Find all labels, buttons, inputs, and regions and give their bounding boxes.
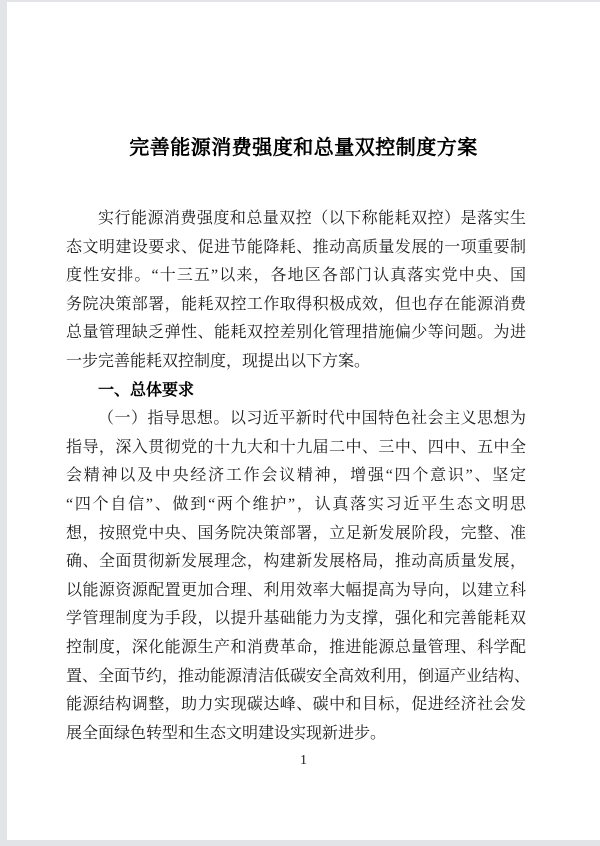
text-line: 会精神以及中央经济工作会议精神，增强“四个意识”、坚定 bbox=[66, 467, 526, 485]
text-line: 务院决策部署，能耗双控工作取得积极成效，但也存在能源消费 bbox=[66, 295, 526, 313]
text-line: 展全面绿色转型和生态文明建设实现新进步。 bbox=[66, 724, 387, 742]
text-line: 总量管理缺乏弹性、能耗双控差别化管理措施偏少等问题。为进 bbox=[66, 324, 526, 342]
text-line: 置、全面节约，推动能源清洁低碳安全高效利用，倒逼产业结构、 bbox=[66, 667, 531, 685]
document-page bbox=[7, 2, 600, 840]
text-line: 控制度，深化能源生产和消费革命，推进能源总量管理、科学配 bbox=[66, 638, 526, 656]
text-line: 指导，深入贯彻党的十九大和十九届二中、三中、四中、五中全 bbox=[66, 438, 526, 456]
text-line: 以能源资源配置更加合理、利用效率大幅提高为导向，以建立科 bbox=[66, 581, 526, 599]
text-line: 能源结构调整，助力实现碳达峰、碳中和目标，促进经济社会发 bbox=[66, 696, 526, 714]
text-line: （一）指导思想。以习近平新时代中国特色社会主义思想为 bbox=[98, 410, 526, 428]
text-line: 确、全面贯彻新发展理念，构建新发展格局，推动高质量发展， bbox=[66, 553, 526, 571]
text-line: 度性安排。“十三五”以来，各地区各部门认真落实党中央、国 bbox=[66, 267, 526, 285]
page-number: 1 bbox=[300, 753, 307, 769]
text-line: 一步完善能耗双控制度，现提出以下方案。 bbox=[66, 352, 371, 370]
document-title: 完善能源消费强度和总量双控制度方案 bbox=[129, 137, 478, 159]
section-heading: 一、总体要求 bbox=[98, 381, 195, 399]
text-line: 态文明建设要求、促进节能降耗、推动高质量发展的一项重要制 bbox=[66, 238, 526, 256]
text-line: 实行能源消费强度和总量双控（以下称能耗双控）是落实生 bbox=[98, 210, 526, 227]
text-line: “四个自信”、做到“两个维护”，认真落实习近平生态文明思 bbox=[66, 495, 526, 513]
document-body bbox=[66, 205, 531, 748]
text-line: 想，按照党中央、国务院决策部署，立足新发展阶段，完整、准 bbox=[66, 524, 526, 542]
text-line: 学管理制度为手段，以提升基础能力为支撑，强化和完善能耗双 bbox=[66, 610, 526, 628]
